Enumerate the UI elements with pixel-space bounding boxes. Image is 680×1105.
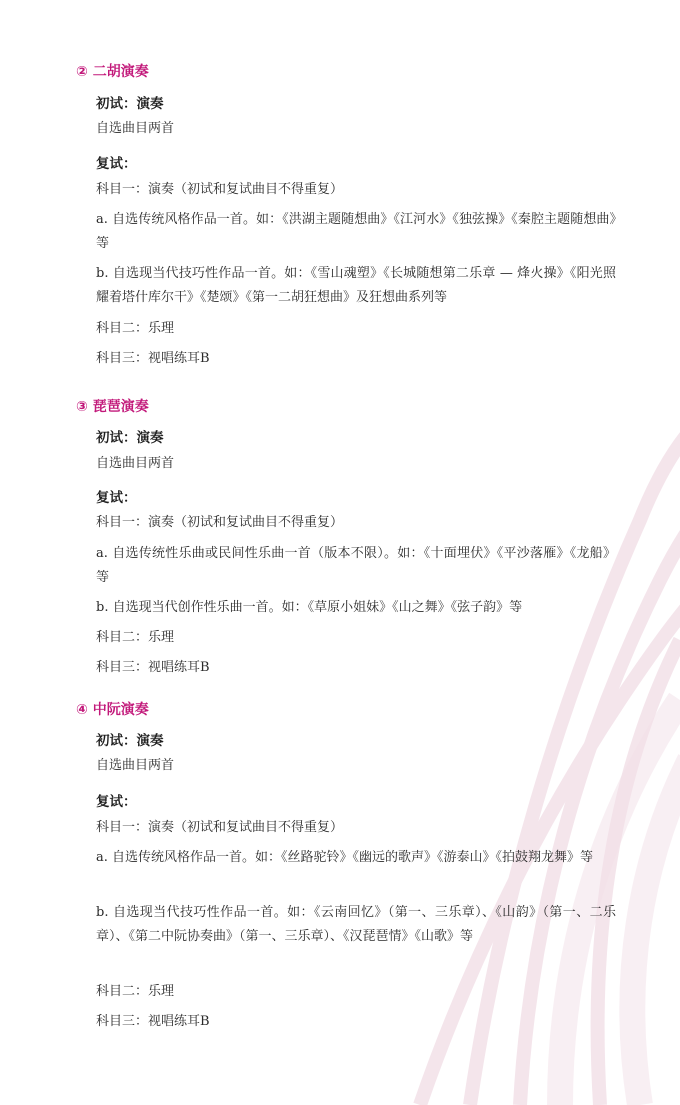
subject-three: 科目三：视唱练耳B bbox=[96, 660, 210, 675]
item-b: b. 自选现当代技巧性作品一首。如：《雪山魂塑》《长城随想第二乐章 — 烽火操》《阳光照耀着塔什库尔干》《楚颂》《第一二胡狂想曲》及狂想曲系列等 bbox=[96, 266, 616, 305]
prelim-detail: 自选曲目两首 bbox=[96, 121, 175, 136]
retest-label: 复试： bbox=[96, 490, 137, 506]
subject-two: 科目二：乐理 bbox=[96, 321, 175, 336]
prelim-label: 初试：演奏 bbox=[96, 430, 164, 446]
section-title-pipa: ③ 琵琶演奏 bbox=[76, 399, 149, 415]
subject-three: 科目三：视唱练耳B bbox=[96, 351, 210, 366]
subject-two: 科目二：乐理 bbox=[96, 984, 175, 999]
prelim-label: 初试：演奏 bbox=[96, 96, 164, 112]
item-b: b. 自选现当代技巧性作品一首。如：《云南回忆》（第一、三乐章）、《山韵》（第一、二乐章）、《第二中阮协奏曲》（第一、三乐章）、《汉琵琶情》《山歌》等 bbox=[96, 905, 616, 944]
prelim-detail: 自选曲目两首 bbox=[96, 456, 175, 471]
subject-three: 科目三：视唱练耳B bbox=[96, 1014, 210, 1029]
prelim-label: 初试：演奏 bbox=[96, 733, 164, 749]
item-a: a. 自选传统风格作品一首。如：《洪湖主题随想曲》《江河水》《独弦操》《秦腔主题随想曲》等 bbox=[96, 212, 616, 251]
retest-label: 复试： bbox=[96, 156, 137, 172]
subject-two: 科目二：乐理 bbox=[96, 630, 175, 645]
section-title-zhongruan: ④ 中阮演奏 bbox=[76, 702, 149, 718]
subject-one: 科目一：演奏（初试和复试曲目不得重复） bbox=[96, 182, 344, 197]
item-a: a. 自选传统性乐曲或民间性乐曲一首（版本不限）。如：《十面埋伏》《平沙落雁》《龙船》等 bbox=[96, 546, 616, 585]
item-b: b. 自选现当代创作性乐曲一首。如：《草原小姐妹》《山之舞》《弦子韵》等 bbox=[96, 600, 523, 615]
subject-one: 科目一：演奏（初试和复试曲目不得重复） bbox=[96, 820, 344, 835]
subject-one: 科目一：演奏（初试和复试曲目不得重复） bbox=[96, 515, 344, 530]
section-title-erhu: ② 二胡演奏 bbox=[76, 64, 149, 80]
prelim-detail: 自选曲目两首 bbox=[96, 758, 175, 773]
item-a: a. 自选传统风格作品一首。如：《丝路驼铃》《幽远的歌声》《游泰山》《拍鼓翔龙舞》等 bbox=[96, 850, 594, 865]
retest-label: 复试： bbox=[96, 794, 137, 810]
